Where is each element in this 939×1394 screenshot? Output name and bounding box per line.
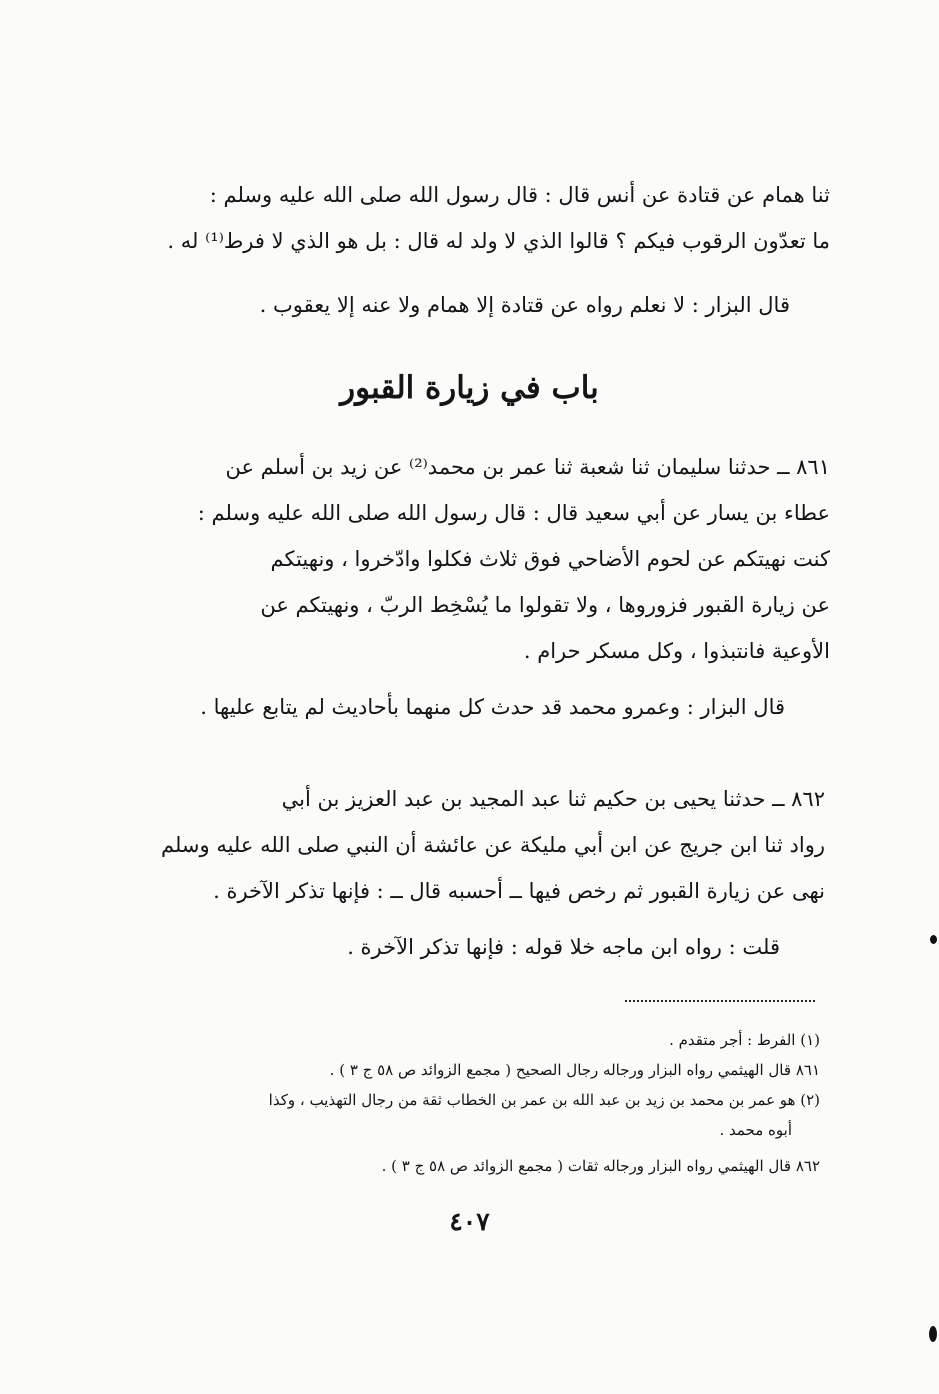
hadith-862 bbox=[160, 776, 825, 914]
footnotes bbox=[200, 1025, 820, 1181]
footnote: (١) الفرط : أجر متقدم . bbox=[669, 1031, 820, 1049]
page-number: ٤٠٧ bbox=[449, 1207, 490, 1236]
hadith-861-line: عطاء بن يسار عن أبي سعيد قال : قال رسول الله صلى الله عليه وسلم : bbox=[197, 501, 830, 525]
hadith-861-line: ٨٦١ ــ حدثنا سليمان ثنا شعبة ثنا عمر بن محمد⁽²⁾ عن زيد بن أسلم عن bbox=[225, 455, 830, 479]
hadith-862-line: رواد ثنا ابن جريج عن ابن أبي مليكة عن عائشة أن النبي صلى الله عليه وسلم bbox=[161, 833, 825, 857]
hadith-861-line: الأوعية فانتبذوا ، وكل مسكر حرام . bbox=[523, 639, 830, 663]
intro-line: ثنا همام عن قتادة عن أنس قال : قال رسول الله صلى الله عليه وسلم : bbox=[209, 183, 830, 207]
hadith-861 bbox=[155, 444, 830, 674]
bazzar-note-1-text: قال البزار : لا نعلم رواه عن قتادة إلا همام ولا عنه إلا يعقوب . bbox=[259, 293, 790, 317]
commentary bbox=[280, 924, 780, 970]
bazzar-note-1 bbox=[210, 282, 790, 328]
scan-speck bbox=[930, 935, 937, 944]
footnote-separator bbox=[625, 1000, 815, 1002]
bazzar-note-2 bbox=[185, 684, 785, 730]
hadith-862-line: ٨٦٢ ــ حدثنا يحيى بن حكيم ثنا عبد المجيد بن عبد العزيز بن أبي bbox=[281, 787, 825, 811]
bazzar-note-2-text: قال البزار : وعمرو محمد قد حدث كل منهما بأحاديث لم يتابع عليها . bbox=[200, 695, 785, 719]
hadith-861-line: عن زيارة القبور فزوروها ، ولا تقولوا ما يُسْخِط الربّ ، ونهيتكم عن bbox=[260, 593, 830, 617]
intro-paragraph bbox=[160, 172, 830, 264]
hadith-862-line: نهى عن زيارة القبور ثم رخص فيها ــ أحسبه قال ــ : فإنها تذكر الآخرة . bbox=[213, 879, 825, 903]
hadith-861-line: كنت نهيتكم عن لحوم الأضاحي فوق ثلاث فكلوا وادّخروا ، ونهيتكم bbox=[270, 547, 830, 571]
scan-speck bbox=[929, 1326, 937, 1342]
section-heading: باب في زيارة القبور bbox=[340, 370, 599, 406]
footnote: ٨٦٢ قال الهيثمي رواه البزار ورجاله ثقات ( مجمع الزوائد ص ٥٨ ج ٣ ) . bbox=[381, 1157, 820, 1175]
footnote: (٢) هو عمر بن محمد بن زيد بن عبد الله بن عمر بن الخطاب ثقة من رجال التهذيب ، وكذا bbox=[268, 1091, 820, 1109]
footnote-continuation: أبوه محمد . bbox=[719, 1121, 792, 1139]
intro-line: ما تعدّون الرقوب فيكم ؟ قالوا الذي لا ولد له قال : بل هو الذي لا فرط⁽¹⁾ له . bbox=[167, 229, 830, 253]
commentary-text: قلت : رواه ابن ماجه خلا قوله : فإنها تذكر الآخرة . bbox=[347, 935, 780, 959]
footnote: ٨٦١ قال الهيثمي رواه البزار ورجاله رجال الصحيح ( مجمع الزوائد ص ٥٨ ج ٣ ) . bbox=[329, 1061, 820, 1079]
